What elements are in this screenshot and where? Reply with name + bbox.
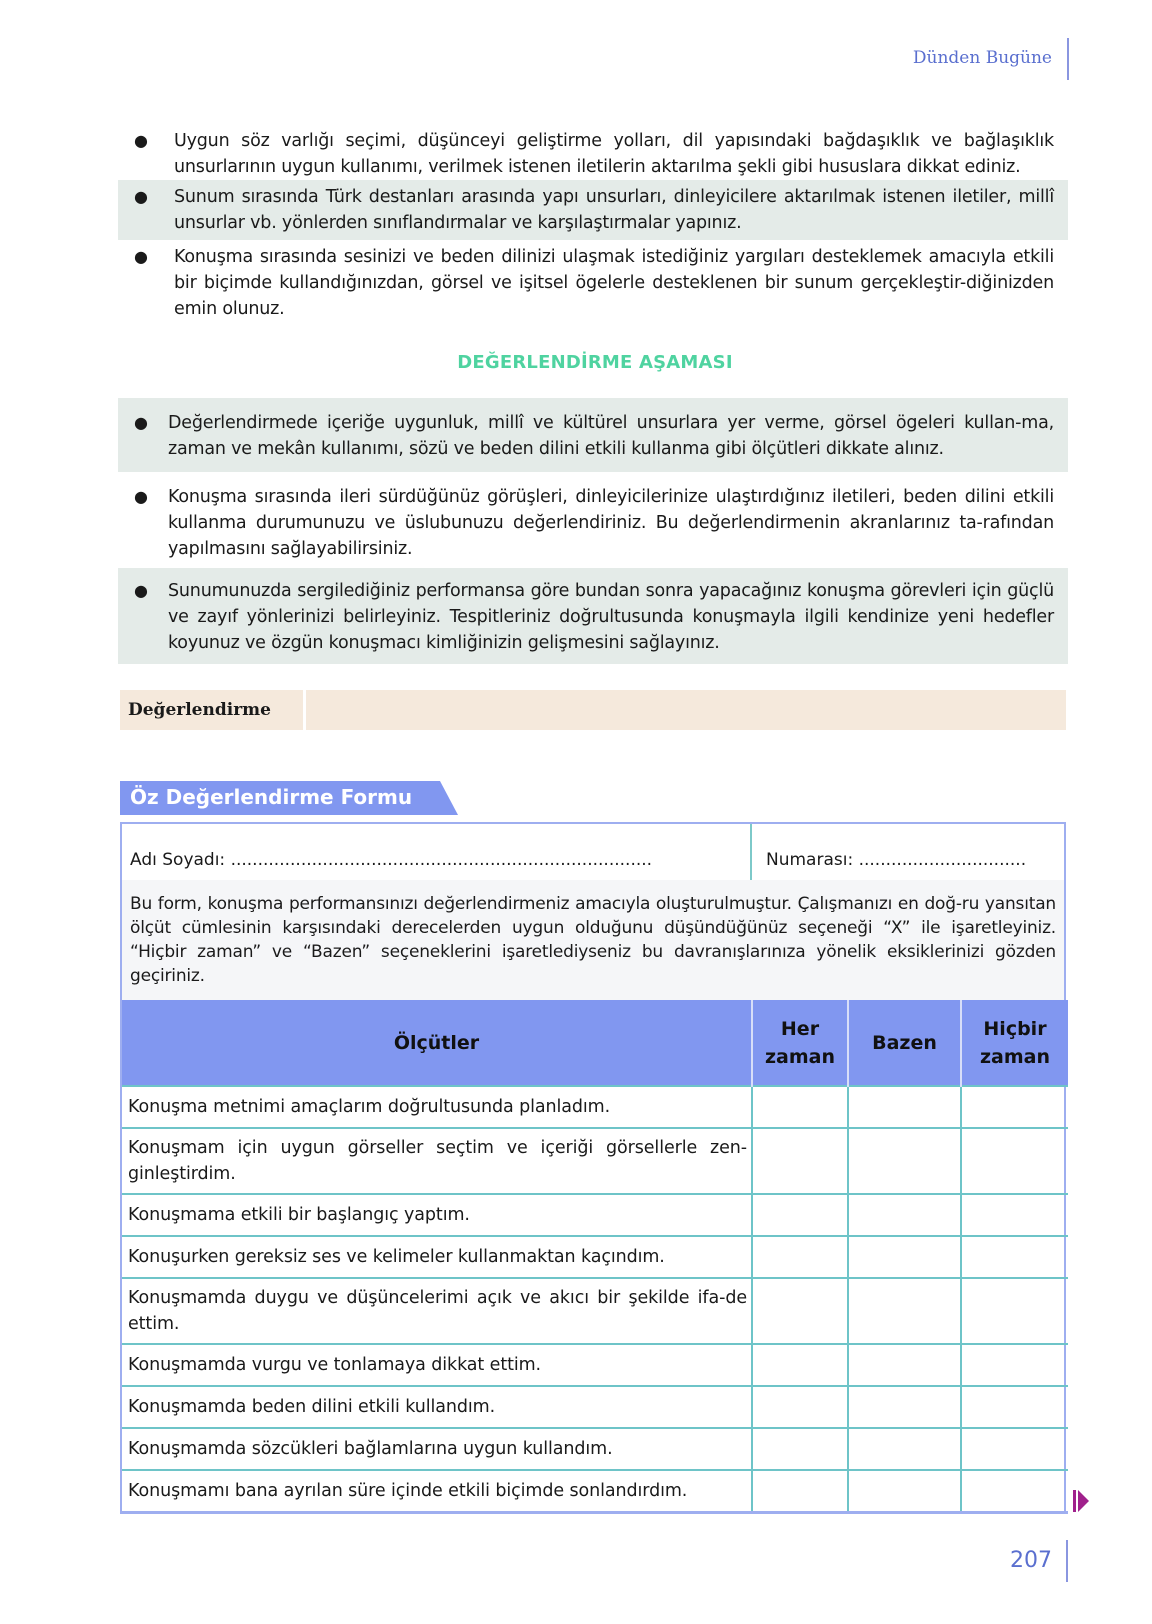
checkbox-never[interactable] <box>961 1278 1068 1344</box>
criterion-text: Konuşma metnimi amaçlarım doğrultusunda planladım. <box>122 1086 752 1128</box>
self-assessment-form <box>120 822 1066 1514</box>
criterion-text: Konuşmamda vurgu ve tonlamaya dikkat ettim. <box>122 1344 752 1386</box>
bullet-icon: ● <box>134 131 148 150</box>
page-number: 207 <box>1010 1548 1052 1573</box>
table-row <box>122 1428 1068 1470</box>
criterion-text: Konuşurken gereksiz ses ve kelimeler kullanmaktan kaçındım. <box>122 1236 752 1278</box>
checkbox-sometimes[interactable] <box>848 1236 961 1278</box>
checkbox-sometimes[interactable] <box>848 1128 961 1194</box>
checkbox-never[interactable] <box>961 1344 1068 1386</box>
bullet-icon: ● <box>134 581 148 600</box>
footer-rule <box>1066 1540 1068 1582</box>
checkbox-always[interactable] <box>752 1344 848 1386</box>
section-heading: DEĞERLENDİRME AŞAMASI <box>457 352 733 373</box>
checkbox-always[interactable] <box>752 1470 848 1512</box>
bullet-item: ● Sunum sırasında Türk destanları arasında yapı unsurları, dinleyicilere aktarılmak istenen iletiler, millî unsurlar vb. yönlerden sınıflandırmalar ve karşılaştırmalar yapınız. <box>118 180 1068 240</box>
checkbox-sometimes[interactable] <box>848 1194 961 1236</box>
criterion-text: Konuşmamda sözcükleri bağlamlarına uygun kullandım. <box>122 1428 752 1470</box>
criteria-table <box>122 1000 1068 1514</box>
header-rule <box>1067 38 1069 80</box>
criterion-text: Konuşmama etkili bir başlangıç yaptım. <box>122 1194 752 1236</box>
checkbox-always[interactable] <box>752 1128 848 1194</box>
checkbox-sometimes[interactable] <box>848 1086 961 1128</box>
evaluation-bar <box>120 690 1066 730</box>
table-row <box>122 1236 1068 1278</box>
table-row <box>122 1344 1068 1386</box>
checkbox-always[interactable] <box>752 1236 848 1278</box>
table-header-row <box>122 1000 1068 1086</box>
checkbox-sometimes[interactable] <box>848 1344 961 1386</box>
checkbox-never[interactable] <box>961 1086 1068 1128</box>
bullet-item: ● Konuşma sırasında ileri sürdüğünüz görüşleri, dinleyicilerinize ulaştırdığınız iletileri, beden dilini etkili kullanma durumunuzu ve üslubunuzu değerlendiriniz. Bu değerlendirmenin akranlarınız ta-rafından yapılmasını sağlayabilirsiniz. <box>118 480 1068 566</box>
checkbox-never[interactable] <box>961 1236 1068 1278</box>
column-header-sometimes: Bazen <box>848 1000 961 1086</box>
form-title: Öz Değerlendirme Formu <box>130 785 413 809</box>
checkbox-always[interactable] <box>752 1086 848 1128</box>
table-row <box>122 1470 1068 1512</box>
bullet-item: ● Değerlendirmede içeriğe uygunluk, millî ve kültürel unsurlara yer verme, görsel ögeleri kullan-ma, zaman ve mekân kullanımı, sözü ve beden dilini etkili kullanma gibi ölçütleri dikkate alınız. <box>118 398 1068 472</box>
criterion-text: Konuşmamı bana ayrılan süre içinde etkili biçimde sonlandırdım. <box>122 1470 752 1512</box>
name-field[interactable]: Adı Soyadı: .............................................................................. <box>122 824 752 880</box>
bullet-item: ● Uygun söz varlığı seçimi, düşünceyi geliştirme yolları, dil yapısındaki bağdaşıklık ve bağlaşıklık unsurlarının uygun kullanımı, verilmek istenen iletilerin aktarılma şekli gibi hususlara dikkat ediniz. <box>118 124 1068 184</box>
checkbox-never[interactable] <box>961 1386 1068 1428</box>
table-row <box>122 1386 1068 1428</box>
criterion-text: Konuşmamda duygu ve düşüncelerimi açık ve akıcı bir şekilde ifa-de ettim. <box>122 1278 752 1344</box>
bullet-icon: ● <box>134 413 148 432</box>
bullet-item: ● Konuşma sırasında sesinizi ve beden dilinizi ulaşmak istediğiniz yargıları desteklemek amacıyla etkili bir biçimde kullandığınızdan, görsel ve işitsel ögelerle desteklenen bir sunum gerçekleştir-diğinizden emin olunuz. <box>118 240 1068 326</box>
checkbox-never[interactable] <box>961 1428 1068 1470</box>
table-row <box>122 1128 1068 1194</box>
table-row <box>122 1194 1068 1236</box>
number-field[interactable]: Numarası: ............................... <box>766 850 1027 870</box>
checkbox-sometimes[interactable] <box>848 1278 961 1344</box>
table-row <box>122 1278 1068 1344</box>
table-row <box>122 1086 1068 1128</box>
checkbox-sometimes[interactable] <box>848 1386 961 1428</box>
checkbox-never[interactable] <box>961 1128 1068 1194</box>
criterion-text: Konuşmam için uygun görseller seçtim ve içeriği görsellerle zen-ginleştirdim. <box>122 1128 752 1194</box>
bullet-item: ● Sunumunuzda sergilediğiniz performansa göre bundan sonra yapacağınız konuşma görevleri için güçlü ve zayıf yönlerinizi belirleyiniz. Tespitleriniz doğrultusunda konuşmayla ilgili kendinize yeni hedefler koyunuz ve özgün konuşmacı kimliğinizin gelişmesini sağlayınız. <box>118 568 1068 664</box>
checkbox-always[interactable] <box>752 1194 848 1236</box>
next-page-arrow-icon[interactable] <box>1073 1490 1089 1516</box>
bullet-icon: ● <box>134 247 148 266</box>
bullet-icon: ● <box>134 487 148 506</box>
checkbox-always[interactable] <box>752 1386 848 1428</box>
column-header-criteria: Ölçütler <box>122 1000 752 1086</box>
checkbox-never[interactable] <box>961 1470 1068 1512</box>
evaluation-label: Değerlendirme <box>120 690 306 730</box>
bullet-icon: ● <box>134 187 148 206</box>
form-instructions: Bu form, konuşma performansınızı değerlendirmeniz amacıyla oluşturulmuştur. Çalışmanızı en doğ-ru yansıtan ölçüt cümlesinin karşısındaki derecelerden uygun olduğunu düşündüğünüz seçeneği “X” ile işaretleyiniz. “Hiçbir zaman” ve “Bazen” seçeneklerini işaretlediyseniz bu davranışlarınıza yönelik eksiklerinizi gözden geçiriniz. <box>122 880 1064 1000</box>
checkbox-sometimes[interactable] <box>848 1470 961 1512</box>
running-head: Dünden Bugüne <box>912 48 1052 68</box>
form-title-tab <box>120 781 460 815</box>
checkbox-always[interactable] <box>752 1428 848 1470</box>
column-header-never: Hiçbir zaman <box>961 1000 1068 1086</box>
checkbox-sometimes[interactable] <box>848 1428 961 1470</box>
checkbox-never[interactable] <box>961 1194 1068 1236</box>
evaluation-area <box>306 690 1066 730</box>
checkbox-always[interactable] <box>752 1278 848 1344</box>
student-info-row <box>122 824 1064 880</box>
criterion-text: Konuşmamda beden dilini etkili kullandım. <box>122 1386 752 1428</box>
column-header-always: Her zaman <box>752 1000 848 1086</box>
